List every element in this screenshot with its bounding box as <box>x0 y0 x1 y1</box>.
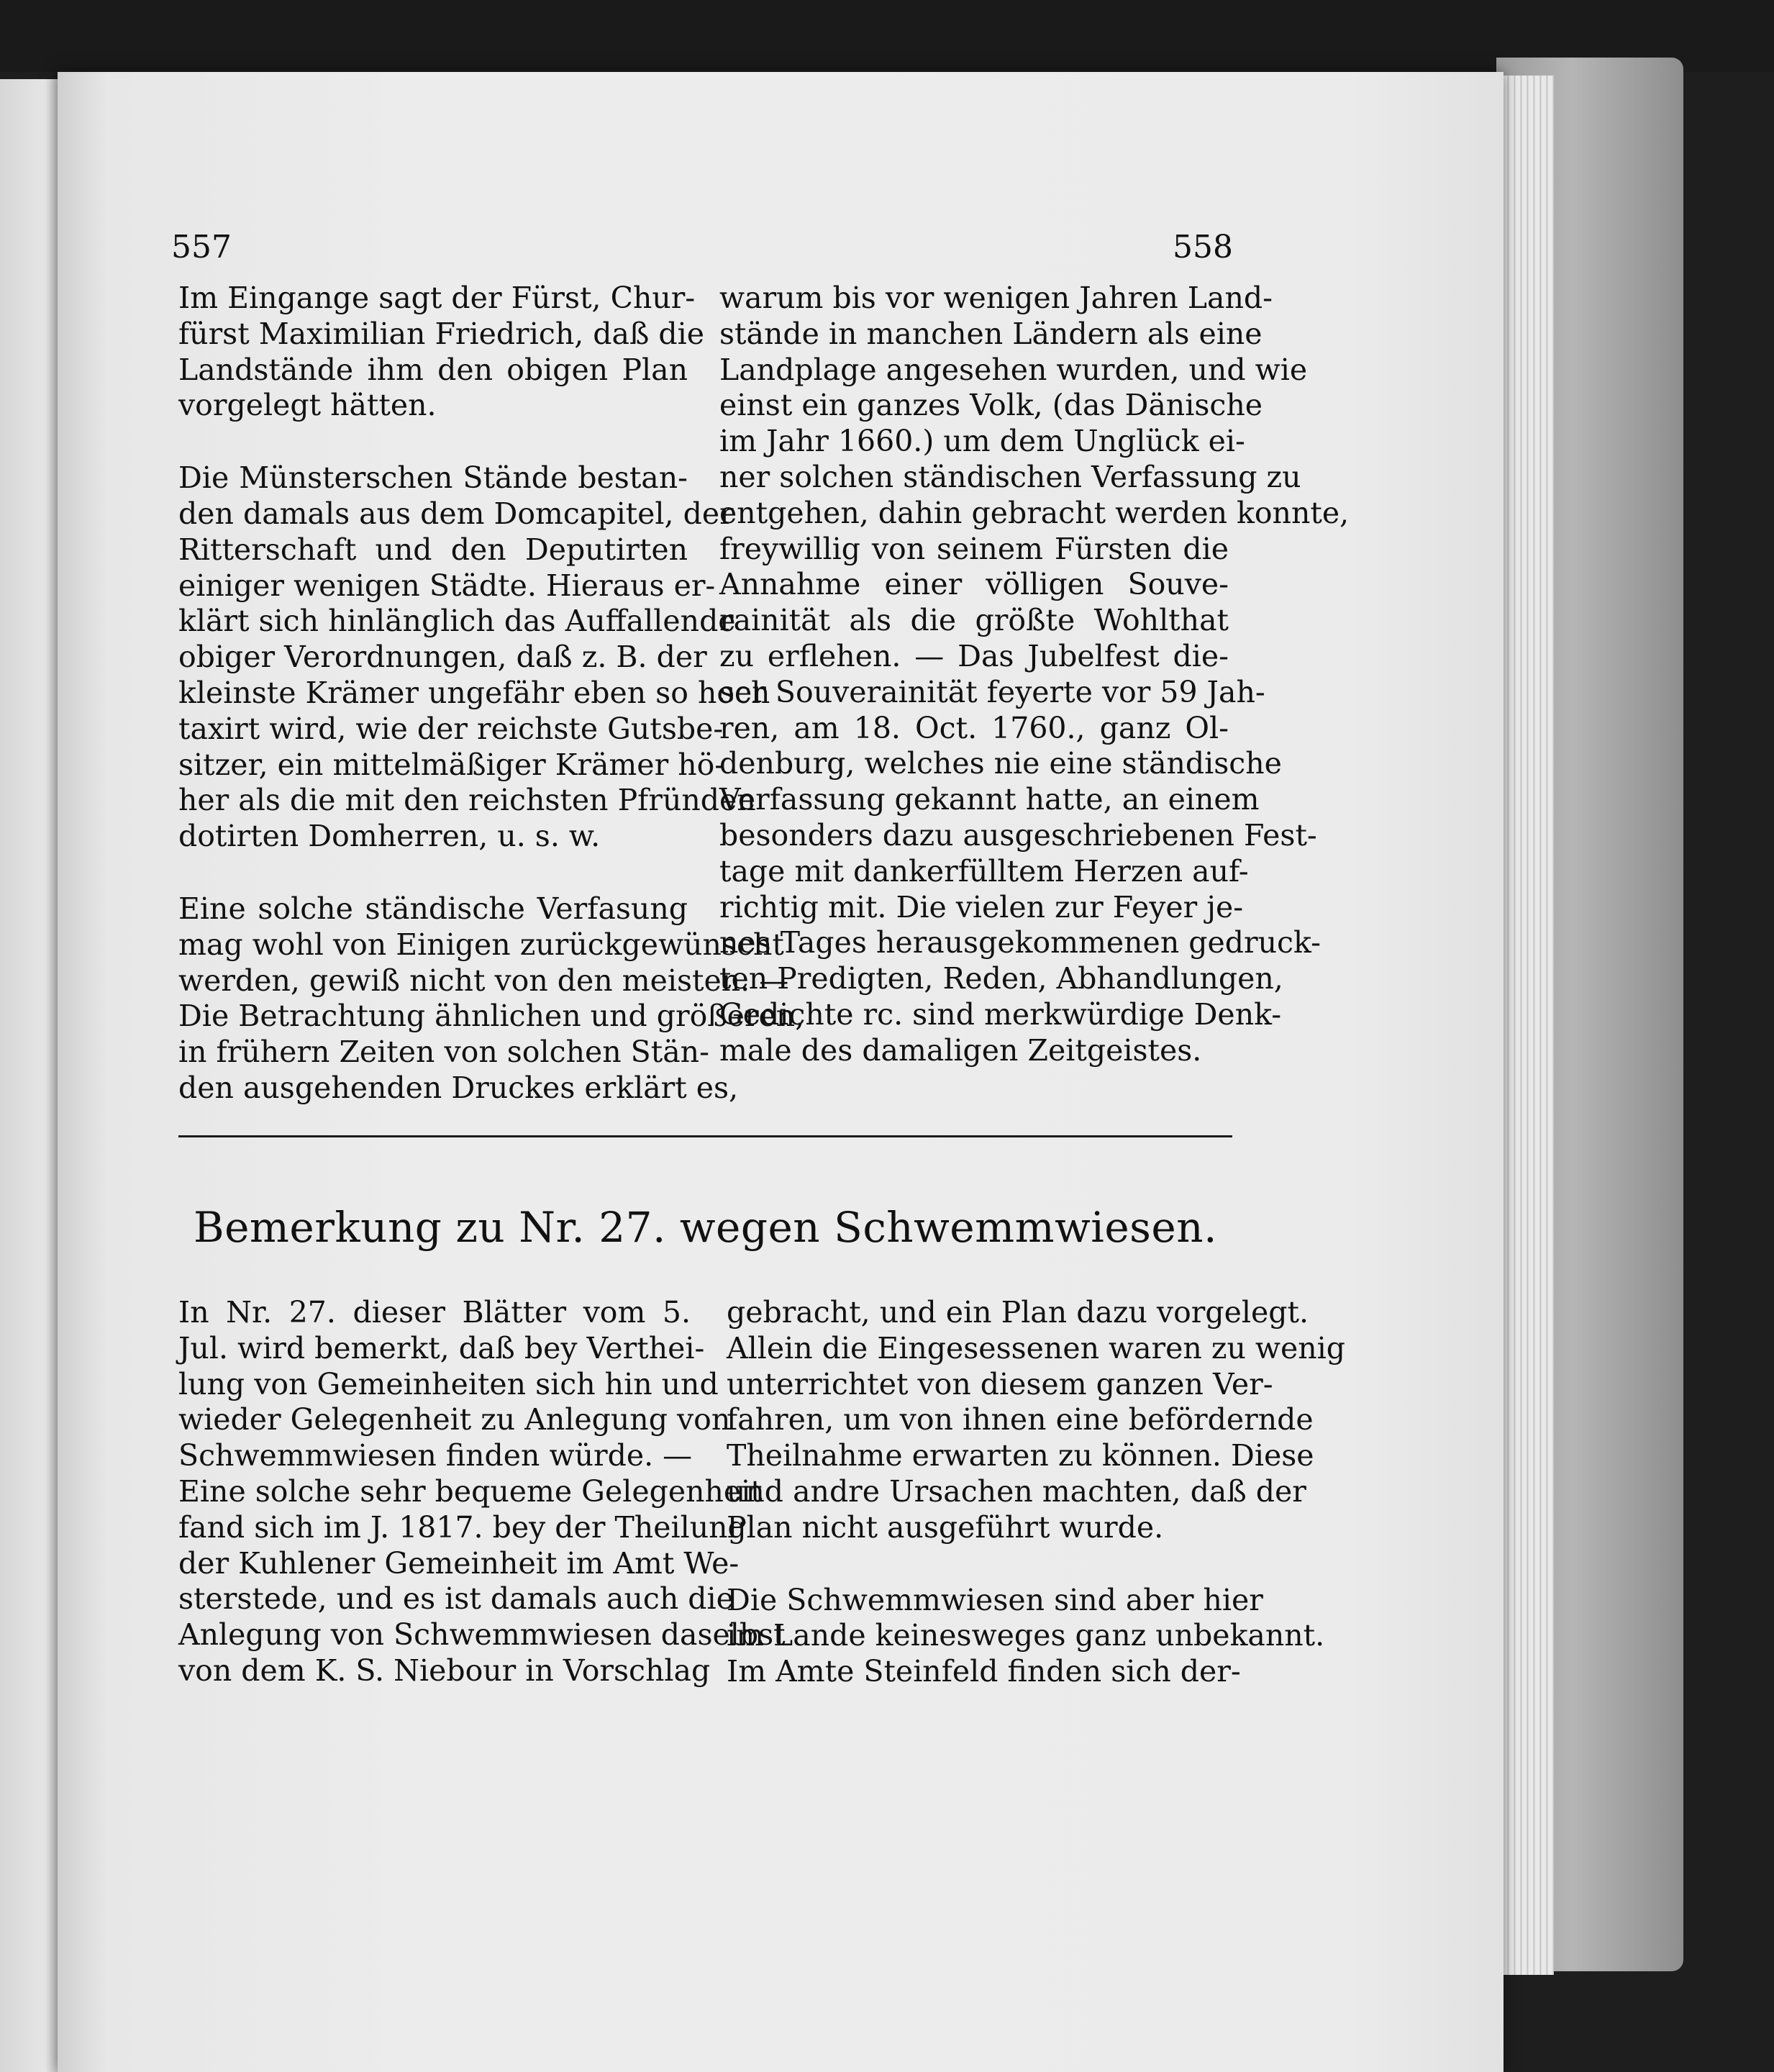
text-line: fürst Maximilian Friedrich, daß die <box>178 316 705 351</box>
text-line: unterrichtet von diesem ganzen Ver- <box>727 1366 1273 1401</box>
text-line: vorgelegt hätten. <box>178 388 437 423</box>
lower-left-column <box>178 1295 786 1689</box>
text-line: rainität als die größte Wohlthat <box>719 603 1229 638</box>
text-line: Die Betrachtung ähnlichen und größeren, <box>178 999 805 1034</box>
text-line: denburg, welches nie eine ständische <box>719 746 1282 781</box>
text-line: ner solchen ständischen Verfassung zu <box>719 459 1301 494</box>
text-line: Gedichte rc. sind merkwürdige Denk- <box>719 996 1282 1032</box>
text-line: Plan nicht ausgeführt wurde. <box>727 1509 1164 1545</box>
text-line: Landstände ihm den obigen Plan <box>178 352 688 387</box>
text-line: nes Tages herausgekommenen gedruck- <box>719 925 1321 960</box>
text-line: stände in manchen Ländern als eine <box>719 316 1263 351</box>
section-divider <box>178 1135 1232 1137</box>
text-line: Die Schwemmwiesen sind aber hier <box>727 1582 1263 1617</box>
upper-left-column <box>178 281 805 1107</box>
text-line: Im Eingange sagt der Fürst, Chur- <box>178 281 696 315</box>
text-line: Schwemmwiesen finden würde. — <box>178 1438 693 1473</box>
text-line: den ausgehenden Druckes erklärt es, <box>178 1070 739 1105</box>
text-line: ren, am 18. Oct. 1760., ganz Ol- <box>719 710 1229 745</box>
text-line: freywillig von seinem Fürsten die <box>719 531 1229 566</box>
text-line: kleinste Krämer ungefähr eben so hoch <box>178 675 770 710</box>
text-line: mag wohl von Einigen zurückgewünscht <box>178 927 784 962</box>
text-line: einst ein ganzes Volk, (das Dänische <box>719 388 1263 423</box>
section-heading: Bemerkung zu Nr. 27. wegen Schwemmwiesen. <box>193 1203 1218 1252</box>
text-line: Eine solche ständische Verfasung <box>178 891 688 926</box>
text-line: ser Souverainität feyerte vor 59 Jah- <box>719 674 1265 709</box>
paragraph-gap <box>178 424 688 460</box>
page-number-left: 557 <box>171 229 232 265</box>
text-line: Ritterschaft und den Deputirten <box>178 532 688 567</box>
text-line: sterstede, und es ist damals auch die <box>178 1581 734 1617</box>
text-line: entgehen, dahin gebracht werden konnte, <box>719 495 1350 530</box>
text-line: sitzer, ein mittelmäßiger Krämer hö- <box>178 747 725 782</box>
text-line: im Jahr 1660.) um dem Unglück ei- <box>719 424 1245 459</box>
text-line: klärt sich hinlänglich das Auffallende <box>178 604 736 639</box>
paragraph-gap <box>727 1546 1239 1583</box>
text-line: Landplage angesehen wurden, und wie <box>719 352 1308 387</box>
text-line: besonders dazu ausgeschriebenen Fest- <box>719 817 1317 853</box>
text-line: her als die mit den reichsten Pfründen <box>178 783 756 818</box>
text-line: Im Amte Steinfeld finden sich der- <box>727 1654 1241 1689</box>
text-line: und andre Ursachen machten, daß der <box>727 1473 1306 1509</box>
text-line: Theilnahme erwarten zu können. Diese <box>727 1438 1314 1473</box>
text-line: der Kuhlener Gemeinheit im Amt We- <box>178 1545 740 1581</box>
text-line: von dem K. S. Niebour in Vorschlag <box>178 1653 711 1688</box>
page-number-right: 558 <box>1173 229 1233 265</box>
text-line: dotirten Domherren, u. s. w. <box>178 819 601 854</box>
facing-page-edge <box>0 79 65 2072</box>
text-line: den damals aus dem Domcapitel, der <box>178 496 734 531</box>
text-line: im Lande keinesweges ganz unbekannt. <box>727 1618 1325 1653</box>
text-line: Allein die Eingesessenen waren zu wenig <box>727 1330 1346 1366</box>
text-line: tage mit dankerfülltem Herzen auf- <box>719 853 1249 889</box>
text-line: warum bis vor wenigen Jahren Land- <box>719 281 1273 315</box>
text-line: wieder Gelegenheit zu Anlegung von <box>178 1402 731 1437</box>
text-line: ten Predigten, Reden, Abhandlungen, <box>719 961 1283 996</box>
text-line: Eine solche sehr bequeme Gelegenheit <box>178 1473 763 1509</box>
text-line: zu erflehen. — Das Jubelfest die- <box>719 638 1229 673</box>
text-line: gebracht, und ein Plan dazu vorgelegt. <box>727 1295 1309 1330</box>
text-line: lung von Gemeinheiten sich hin und <box>178 1366 719 1401</box>
text-line: werden, gewiß nicht von den meisten. — <box>178 963 789 998</box>
text-line: fahren, um von ihnen eine befördernde <box>727 1402 1314 1437</box>
text-line: Verfassung gekannt hatte, an einem <box>719 782 1260 817</box>
text-line: Jul. wird bemerkt, daß bey Verthei- <box>178 1330 705 1366</box>
upper-right-column <box>719 281 1350 1069</box>
paragraph-gap <box>178 855 688 891</box>
text-line: obiger Verordnungen, daß z. B. der <box>178 640 707 675</box>
text-line: fand sich im J. 1817. bey der Theilung <box>178 1509 747 1545</box>
text-line: Die Münsterschen Stände bestan- <box>178 460 688 496</box>
text-line: male des damaligen Zeitgeistes. <box>719 1032 1202 1068</box>
text-line: richtig mit. Die vielen zur Feyer je- <box>719 889 1244 924</box>
text-line: In Nr. 27. dieser Blätter vom 5. <box>178 1295 691 1330</box>
lower-right-column <box>727 1295 1346 1690</box>
text-line: in frühern Zeiten von solchen Stän- <box>178 1035 709 1070</box>
text-line: Annahme einer völligen Souve- <box>719 567 1229 602</box>
text-line: Anlegung von Schwemmwiesen daselbst <box>178 1617 786 1653</box>
page-edges <box>1496 76 1554 1975</box>
text-line: einiger wenigen Städte. Hieraus er- <box>178 568 716 603</box>
text-line: taxirt wird, wie der reichste Gutsbe- <box>178 711 724 746</box>
